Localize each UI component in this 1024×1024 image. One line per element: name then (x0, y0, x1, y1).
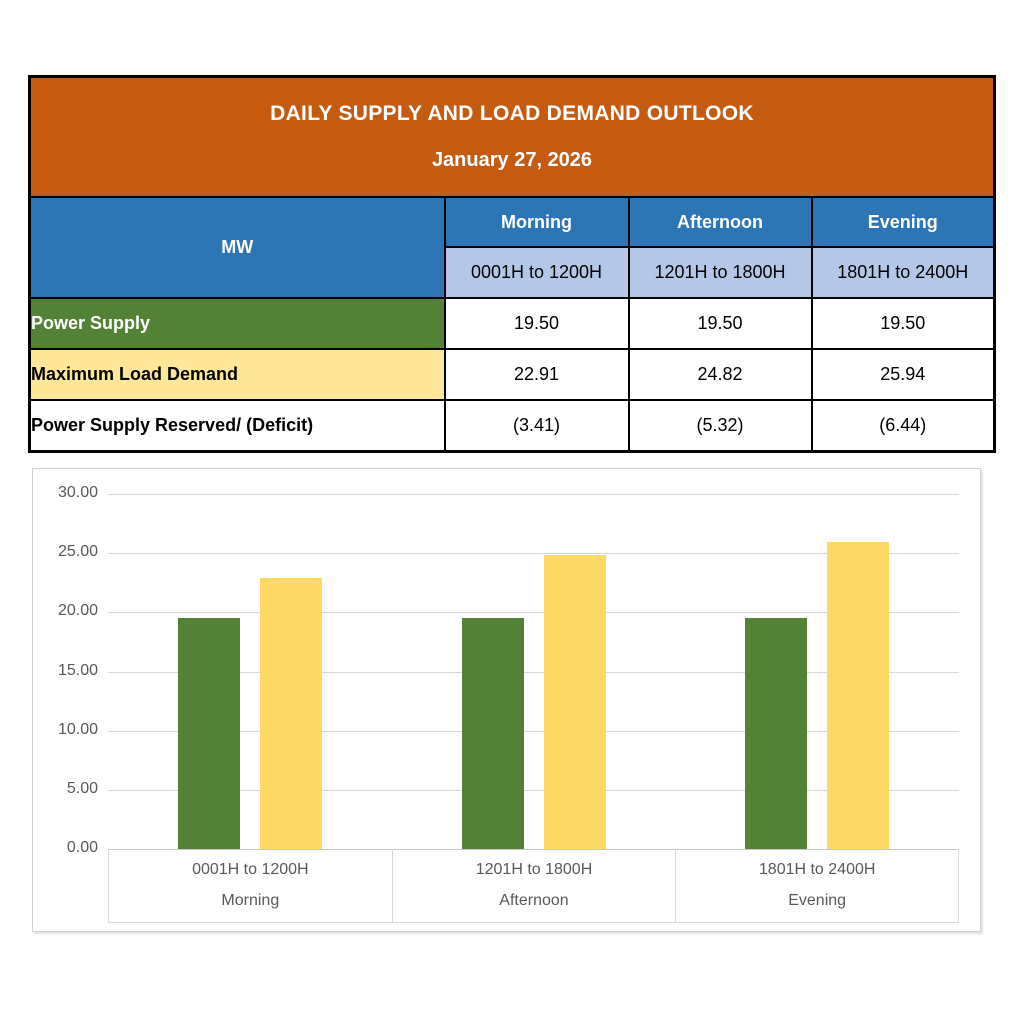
category-hours-label: 1201H to 1800H (475, 861, 593, 879)
row-label: Maximum Load Demand (30, 349, 445, 400)
table-title: DAILY SUPPLY AND LOAD DEMAND OUTLOOK (270, 101, 754, 125)
bar-power-supply (745, 618, 807, 849)
y-gridline (108, 494, 959, 495)
y-axis-tick-label: 30.00 (57, 484, 98, 501)
y-axis-tick-label: 15.00 (57, 661, 98, 679)
column-header-evening: Evening (812, 197, 995, 247)
bar-power-supply (462, 618, 524, 849)
table-row-power-supply (30, 298, 995, 349)
x-axis-category-label (392, 849, 676, 923)
column-header-morning: Morning (445, 197, 629, 247)
y-axis-tick-label: 20.00 (57, 602, 98, 620)
value-cell: (3.41) (445, 400, 629, 452)
value-cell: (6.44) (812, 400, 995, 452)
unit-header-cell: MW (30, 197, 445, 298)
y-axis-tick-label: 5.00 (66, 779, 98, 797)
row-label: Power Supply (30, 298, 445, 349)
table-date: January 27, 2026 (431, 149, 593, 172)
category-period-label: Evening (788, 891, 847, 909)
supply-demand-table (28, 75, 996, 453)
bar-maximum-load-demand (260, 578, 322, 849)
hours-header-afternoon: 1201H to 1800H (629, 247, 812, 298)
supply-demand-bar-chart (32, 468, 981, 932)
value-cell: 19.50 (812, 298, 995, 349)
column-header-afternoon: Afternoon (629, 197, 812, 247)
category-period-label: Afternoon (499, 891, 569, 909)
hours-header-morning: 0001H to 1200H (445, 247, 629, 298)
x-axis-category-label (675, 849, 959, 923)
category-period-label: Morning (221, 891, 280, 909)
y-axis-tick-label: 25.00 (57, 543, 98, 561)
bar-maximum-load-demand (827, 542, 889, 849)
category-hours-label: 1801H to 2400H (758, 861, 876, 879)
value-cell: 19.50 (629, 298, 812, 349)
value-cell: 25.94 (812, 349, 995, 400)
bar-maximum-load-demand (544, 555, 606, 849)
value-cell: 19.50 (445, 298, 629, 349)
category-hours-label: 0001H to 1200H (192, 861, 309, 879)
value-cell: 22.91 (445, 349, 629, 400)
x-axis-category-label (108, 849, 392, 923)
row-label: Power Supply Reserved/ (Deficit) (30, 400, 445, 452)
table-row-reserve-deficit (30, 400, 995, 452)
y-axis-tick-label: 10.00 (57, 720, 98, 738)
value-cell: (5.32) (629, 400, 812, 452)
bar-power-supply (178, 618, 240, 849)
hours-header-evening: 1801H to 2400H (812, 247, 995, 298)
value-cell: 24.82 (629, 349, 812, 400)
table-row-max-load-demand (30, 349, 995, 400)
y-axis-tick-label: 0.00 (66, 839, 98, 856)
table-banner (30, 77, 995, 198)
